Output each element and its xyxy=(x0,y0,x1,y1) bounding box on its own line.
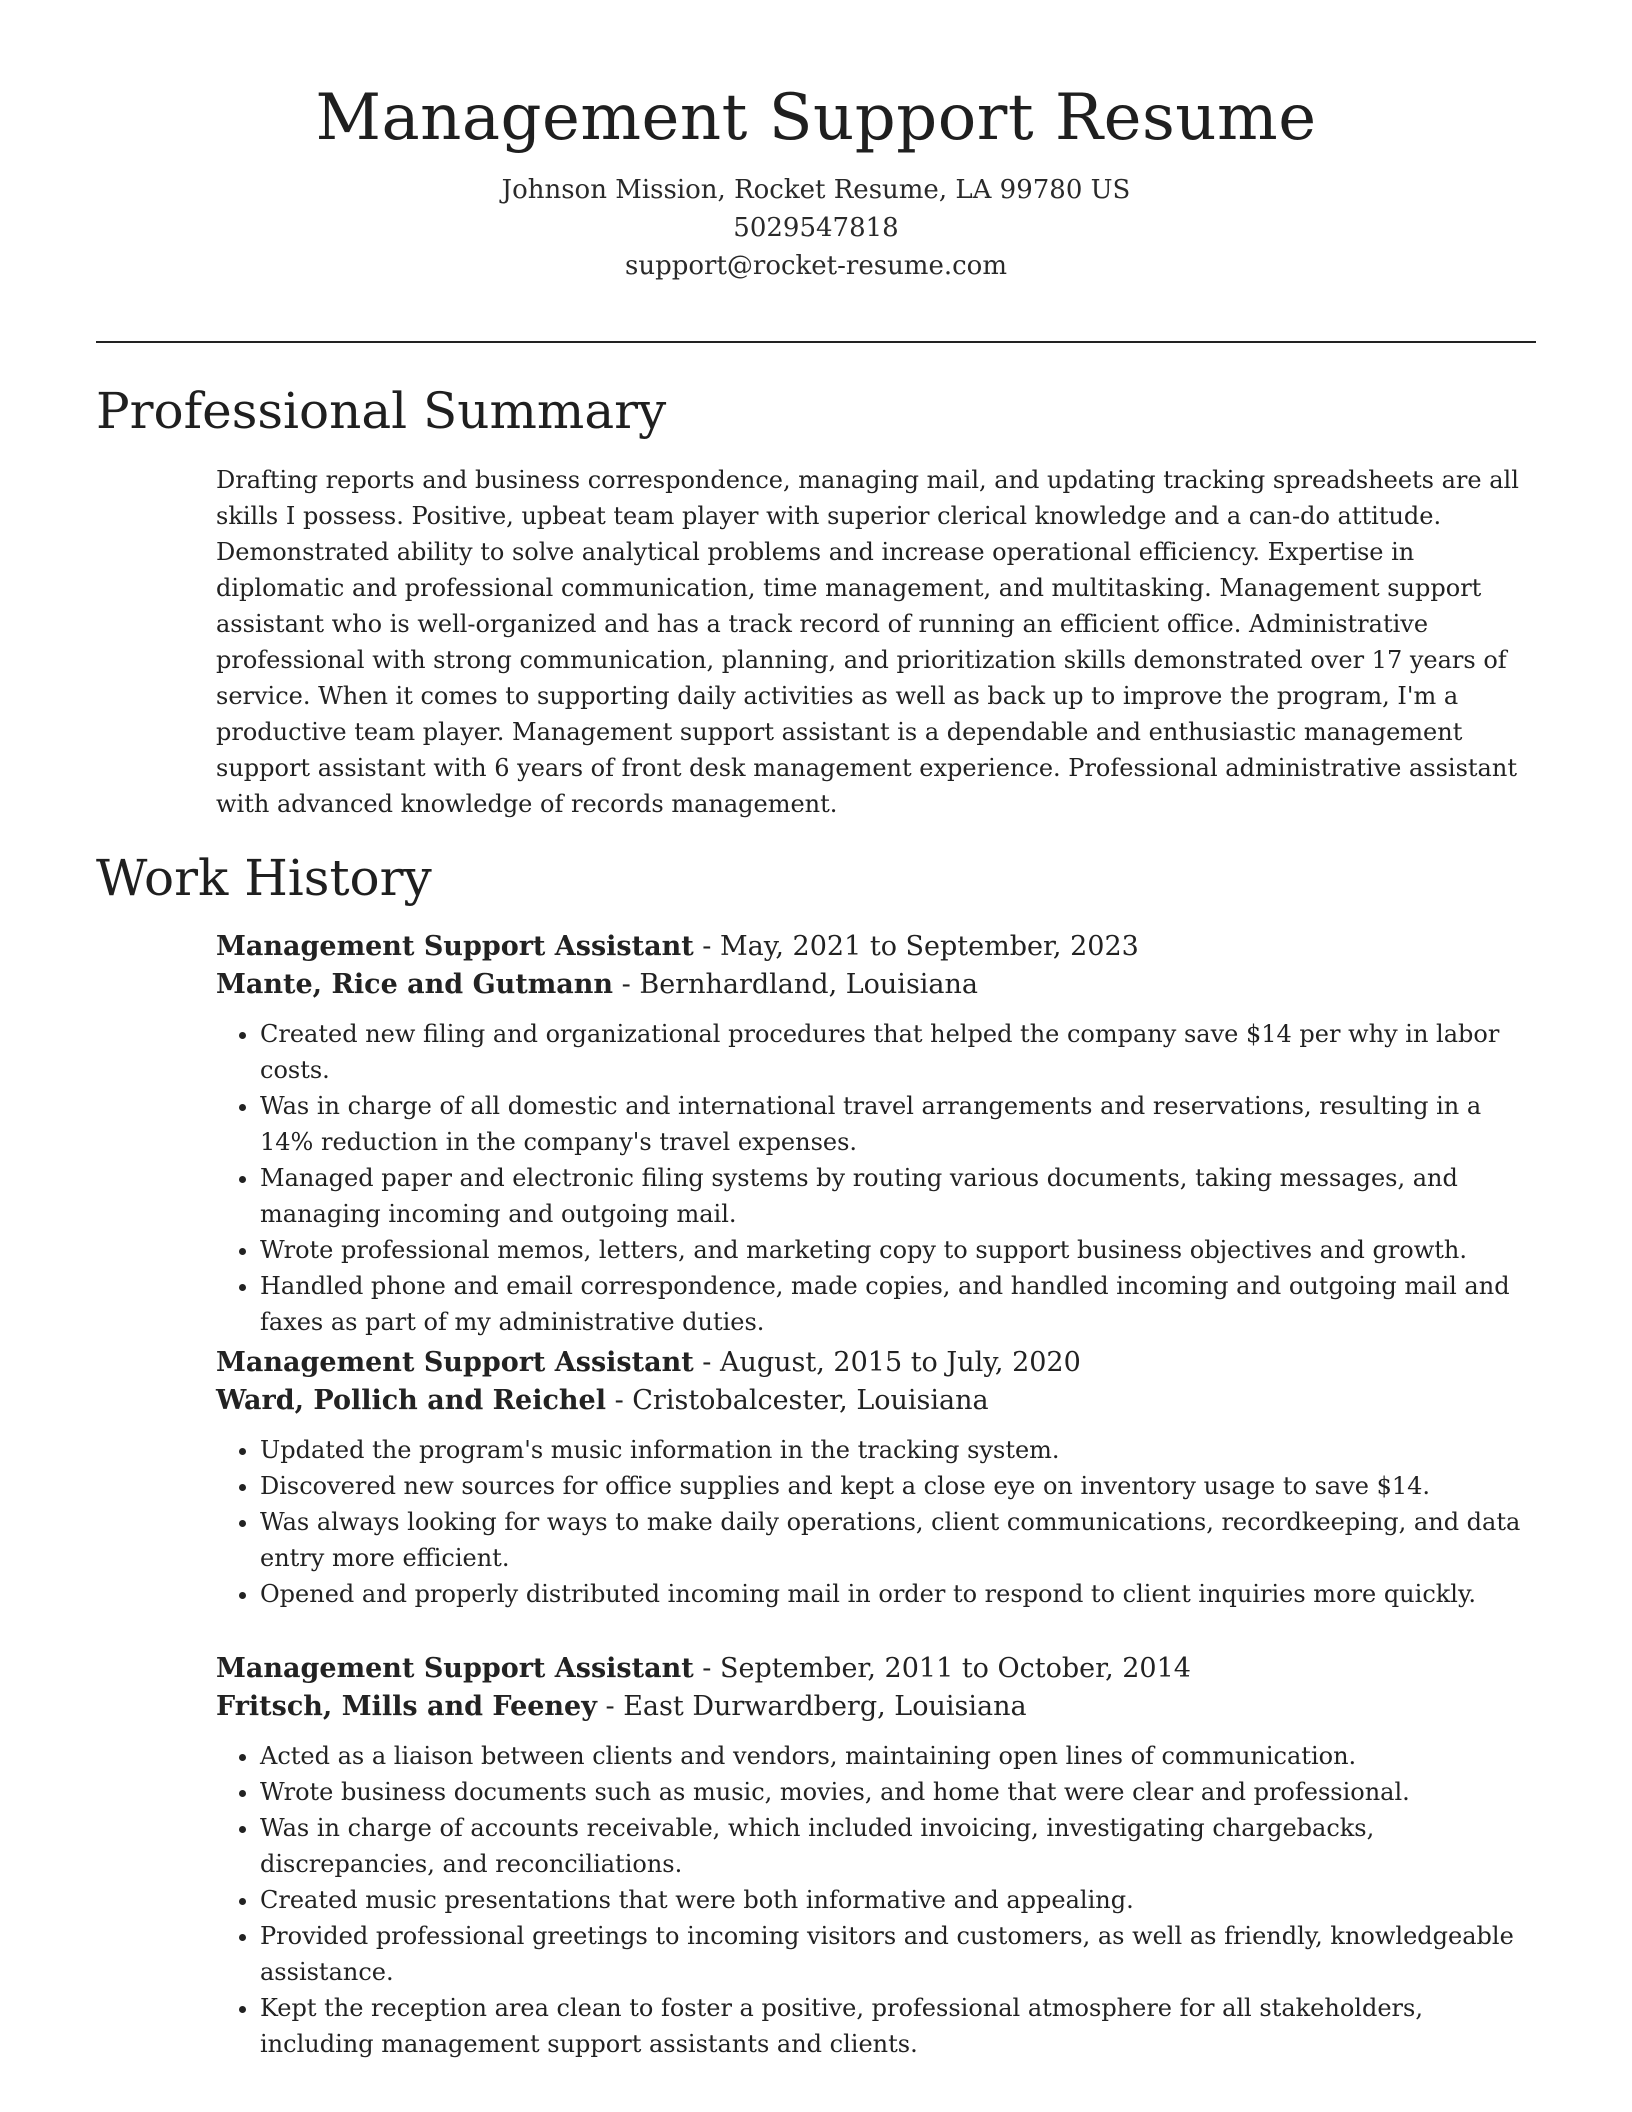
job-bullet: • Opened and properly distributed incoming mail in order to respond to client inquiries more quickly. xyxy=(260,1576,1538,1612)
job-bullet: • Kept the reception area clean to foster a positive, professional atmosphere for all stakeholders, including management support assistants and clients. xyxy=(260,1990,1538,2062)
job-bullet: • Wrote professional memos, letters, and marketing copy to support business objectives and growth. xyxy=(260,1232,1538,1268)
job-bullets xyxy=(216,1432,1538,1612)
contact-address: Johnson Mission, Rocket Resume, LA 99780 US xyxy=(501,174,1131,205)
job-title-line xyxy=(216,1650,1538,1688)
job-location: - Bernhardland, Louisiana xyxy=(613,969,979,1000)
job-company-line xyxy=(216,966,1538,1004)
job-bullets xyxy=(216,1016,1538,1340)
header-divider xyxy=(96,341,1536,343)
job-title: Management Support Assistant xyxy=(216,1653,694,1684)
job-company: Fritsch, Mills and Feeney xyxy=(216,1691,597,1722)
job-bullet: • Was in charge of all domestic and international travel arrangements and reservations, resulting in a 14% reduction in the company's travel expenses. xyxy=(260,1088,1538,1160)
section-heading-work-history: Work History xyxy=(96,849,432,907)
contact-phone: 5029547818 xyxy=(733,212,899,243)
contact-block xyxy=(96,171,1536,285)
job-entry xyxy=(216,928,1538,1340)
job-title-line xyxy=(216,1344,1538,1382)
job-title: Management Support Assistant xyxy=(216,1347,694,1378)
job-location: - East Durwardberg, Louisiana xyxy=(596,1691,1027,1722)
job-dates: - August, 2015 to July, 2020 xyxy=(693,1347,1081,1378)
section-heading-summary: Professional Summary xyxy=(96,382,667,440)
contact-email: support@rocket-resume.com xyxy=(624,250,1007,281)
job-bullet: • Handled phone and email correspondence, made copies, and handled incoming and outgoing mail and faxes as part of my administrative duties. xyxy=(260,1268,1538,1340)
job-company: Mante, Rice and Gutmann xyxy=(216,969,614,1000)
resume-title: Management Support Resume xyxy=(315,81,1317,155)
job-company: Ward, Pollich and Reichel xyxy=(216,1385,606,1416)
job-dates: - May, 2021 to September, 2023 xyxy=(693,931,1139,962)
job-bullet: • Provided professional greetings to incoming visitors and customers, as well as friendly, knowledgeable assistance. xyxy=(260,1918,1538,1990)
job-company-line xyxy=(216,1382,1538,1420)
job-entry xyxy=(216,1344,1538,1612)
job-entry xyxy=(216,1650,1538,2062)
job-title-line xyxy=(216,928,1538,966)
job-location: - Cristobalcester, Louisiana xyxy=(605,1385,989,1416)
job-bullet: • Managed paper and electronic filing systems by routing various documents, taking messages, and managing incoming and outgoing mail. xyxy=(260,1160,1538,1232)
summary-text: Drafting reports and business correspondence, managing mail, and updating tracking spreadsheets are all skills I possess. Positive, upbeat team player with superior clerical knowledge and a can-do attitude. Demonstrated ability to solve analytical problems and increase operational efficiency. Expertise in diplomatic and professional communication, time management, and multitasking. Management support assistant who is well-organized and has a track record of running an efficient office. Administrative professional with strong communication, planning, and prioritization skills demonstrated over 17 years of service. When it comes to supporting daily activities as well as back up to improve the program, I'm a productive team player. Management support assistant is a dependable and enthusiastic management support assistant with 6 years of front desk management experience. Professional administrative assistant with advanced knowledge of records management. xyxy=(216,466,1519,818)
job-company-line xyxy=(216,1688,1538,1726)
job-bullet: • Was in charge of accounts receivable, which included invoicing, investigating chargebacks, discrepancies, and reconciliations. xyxy=(260,1810,1538,1882)
job-bullet: • Created new filing and organizational procedures that helped the company save $14 per why in labor costs. xyxy=(260,1016,1538,1088)
job-bullet: • Acted as a liaison between clients and vendors, maintaining open lines of communication. xyxy=(260,1738,1538,1774)
job-title: Management Support Assistant xyxy=(216,931,694,962)
job-bullet: • Was always looking for ways to make daily operations, client communications, recordkeeping, and data entry more efficient. xyxy=(260,1504,1538,1576)
job-bullet: • Created music presentations that were both informative and appealing. xyxy=(260,1882,1538,1918)
job-bullet: • Wrote business documents such as music, movies, and home that were clear and professional. xyxy=(260,1774,1538,1810)
resume-header xyxy=(96,80,1536,285)
job-dates: - September, 2011 to October, 2014 xyxy=(693,1653,1191,1684)
job-bullet: • Updated the program's music information in the tracking system. xyxy=(260,1432,1538,1468)
job-bullet: • Discovered new sources for office supplies and kept a close eye on inventory usage to save $14. xyxy=(260,1468,1538,1504)
job-bullets xyxy=(216,1738,1538,2062)
